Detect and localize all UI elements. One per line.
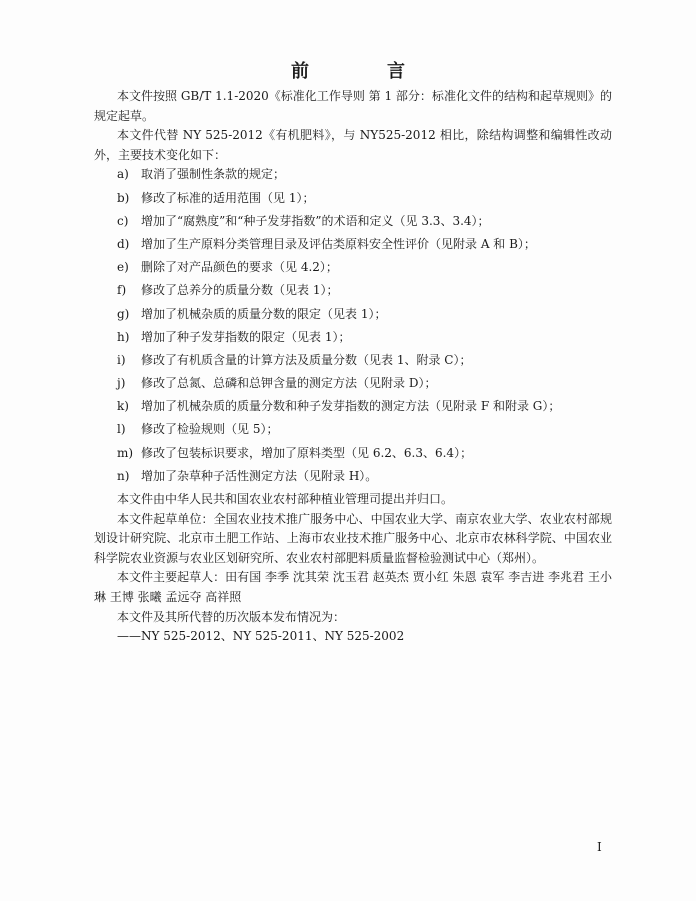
- list-item: [94, 397, 612, 417]
- list-item-mark: j): [117, 376, 126, 391]
- list-item-mark: d): [117, 236, 130, 251]
- list-item-mark: g): [117, 306, 130, 321]
- list-item-mark: i): [117, 352, 126, 367]
- list-item-text: 增加了杂草种子活性测定方法（见附录 H）。: [141, 468, 378, 483]
- page-title: 前 言: [291, 61, 435, 82]
- list-item-text: 增加了机械杂质的质量分数和种子发芽指数的测定方法（见附录 F 和附录 G）；: [141, 399, 561, 414]
- list-item-text: 修改了总氮、总磷和总钾含量的测定方法（见附录 D）；: [141, 376, 437, 391]
- list-item-mark: n): [117, 468, 130, 483]
- list-item-text: 修改了包装标识要求，增加了原料类型（见 6.2、6.3、6.4）；: [141, 445, 473, 460]
- list-item: [94, 374, 612, 394]
- list-item-mark: e): [117, 260, 129, 275]
- intro-paragraph-replacement: 本文件代替 NY 525-2012《有机肥料》，与 NY525-2012 相比，除结构调整和编辑性改动外，主要技术变化如下：: [94, 128, 612, 162]
- list-item-mark: c): [117, 213, 129, 228]
- intro-paragraph-scope: 本文件按照 GB/T 1.1-2020《标准化工作导则 第 1 部分：标准化文件的结构和起草规则》的规定起草。: [94, 89, 612, 123]
- list-item: [94, 305, 612, 325]
- list-item: [94, 235, 612, 255]
- page-number: I: [597, 840, 602, 854]
- list-item-mark: h): [117, 329, 130, 344]
- drafters-paragraph: 本文件主要起草人：田有国 李季 沈其荣 沈玉君 赵英杰 贾小红 朱恩 袁军 李吉进 李兆君 王小琳 王博 张曦 孟远夺 高祥照: [94, 570, 612, 604]
- list-item-text: 增加了机械杂质的质量分数的限定（见表 1）；: [141, 306, 387, 321]
- list-item-mark: l): [117, 422, 126, 437]
- list-item-mark: a): [117, 167, 129, 182]
- proposer-paragraph: 本文件由中华人民共和国农业农村部种植业管理司提出并归口。: [117, 492, 454, 506]
- list-item: [94, 328, 612, 348]
- history-versions: ——NY 525-2012、NY 525-2011、NY 525-2002: [117, 629, 405, 644]
- list-item: [94, 420, 612, 440]
- list-item: [94, 258, 612, 278]
- list-item-mark: b): [117, 190, 130, 205]
- drafting-units-paragraph: 本文件起草单位：全国农业技术推广服务中心、中国农业大学、南京农业大学、农业农村部规划设计研究院、北京市土肥工作站、上海市农业技术推广服务中心、北京市农林科学院、中国农业科学院农业资源与农业区划研究所、农业农村部肥料质量监督检验测试中心（郑州）。: [94, 511, 612, 565]
- list-item: [94, 189, 612, 209]
- list-item-text: 删除了对产品颜色的要求（见 4.2）；: [141, 260, 338, 275]
- list-item-mark: f): [117, 283, 127, 298]
- document-body: [94, 87, 612, 647]
- list-item-text: 修改了有机质含量的计算方法及质量分数（见表 1、附录 C）；: [141, 352, 472, 367]
- list-item-mark: k): [117, 399, 129, 414]
- list-item-text: 修改了检验规则（见 5）；: [141, 422, 279, 437]
- changes-list: [94, 165, 612, 486]
- list-item: [94, 467, 612, 487]
- list-item: [94, 351, 612, 371]
- list-item-text: 增加了“腐熟度”和“种子发芽指数”的术语和定义（见 3.3、3.4）；: [141, 213, 490, 228]
- list-item: [94, 444, 612, 464]
- list-item: [94, 212, 612, 232]
- list-item-text: 取消了强制性条款的规定；: [141, 167, 286, 182]
- list-item: [94, 281, 612, 301]
- list-item-mark: m): [117, 445, 134, 460]
- list-item-text: 修改了总养分的质量分数（见表 1）；: [141, 283, 339, 298]
- list-item-text: 增加了种子发芽指数的限定（见表 1）；: [141, 329, 351, 344]
- history-intro-paragraph: 本文件及其所代替的历次版本发布情况为：: [117, 609, 346, 624]
- list-item: [94, 165, 612, 185]
- list-item-text: 增加了生产原料分类管理目录及评估类原料安全性评价（见附录 A 和 B）；: [141, 236, 536, 251]
- list-item-text: 修改了标准的适用范围（见 1）；: [141, 190, 315, 205]
